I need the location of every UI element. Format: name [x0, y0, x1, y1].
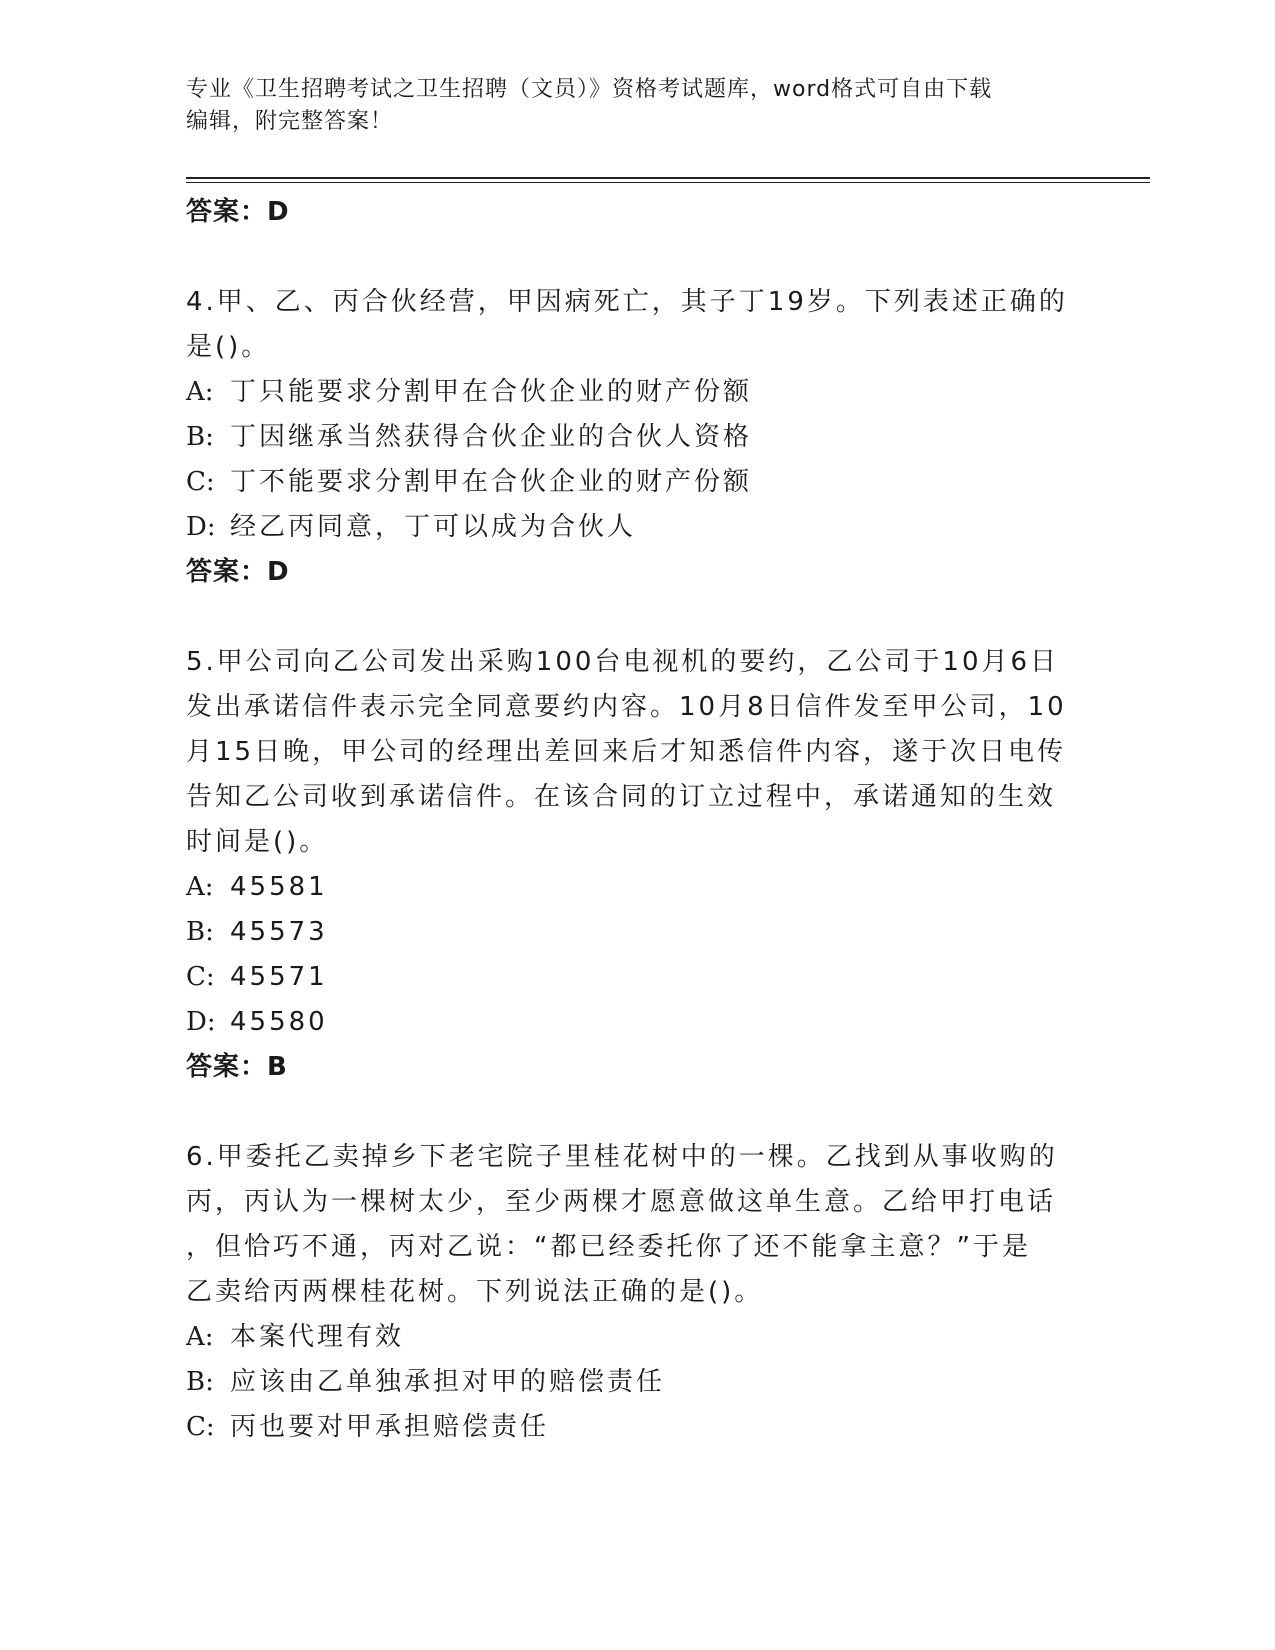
- question-6-stem-line: 乙卖给丙两棵桂花树。下列说法正确的是()。: [186, 1277, 764, 1307]
- option-letter: B:: [186, 1367, 214, 1397]
- option-letter: C:: [186, 467, 215, 497]
- question-6-option-b: [186, 1360, 1086, 1405]
- question-5-answer: 答案：B: [186, 1052, 288, 1082]
- spacer: [186, 235, 1086, 280]
- option-letter: A:: [186, 872, 214, 902]
- option-text: 45581: [230, 872, 328, 902]
- option-text: 45580: [230, 1007, 328, 1037]
- question-5-option-a: [186, 865, 1086, 910]
- option-text: 丁因继承当然获得合伙企业的合伙人资格: [230, 422, 753, 452]
- question-4-option-b: [186, 415, 1086, 460]
- question-4-stem-line: 是()。: [186, 332, 271, 362]
- question-5-stem-line: 告知乙公司收到承诺信件。在该合同的订立过程中，承诺通知的生效: [186, 782, 1057, 812]
- option-letter: B:: [186, 917, 214, 947]
- question-4-option-d: [186, 505, 1086, 550]
- question-5: [186, 640, 1086, 1090]
- option-text: 丁不能要求分割甲在合伙企业的财产份额: [230, 467, 753, 497]
- question-6-option-a: [186, 1315, 1086, 1360]
- option-text: 45571: [230, 962, 328, 992]
- question-5-option-d: [186, 1000, 1086, 1045]
- header-rule-thick: [186, 177, 1150, 179]
- spacer: [186, 595, 1086, 640]
- page-header: [186, 74, 1086, 138]
- question-body: [186, 190, 1086, 1450]
- option-letter: C:: [186, 1412, 215, 1442]
- question-6-stem-line: 丙，丙认为一棵树太少，至少两棵才愿意做这单生意。乙给甲打电话: [186, 1187, 1057, 1217]
- question-6: [186, 1135, 1086, 1450]
- question-5-stem-line: 5.甲公司向乙公司发出采购100台电视机的要约，乙公司于10月6日: [186, 647, 1060, 677]
- question-5-option-c: [186, 955, 1086, 1000]
- question-6-stem-line: 6.甲委托乙卖掉乡下老宅院子里桂花树中的一棵。乙找到从事收购的: [186, 1142, 1058, 1172]
- option-text: 丁只能要求分割甲在合伙企业的财产份额: [230, 377, 753, 407]
- question-4-option-c: [186, 460, 1086, 505]
- question-5-stem-line: 时间是()。: [186, 827, 329, 857]
- option-text: 经乙丙同意，丁可以成为合伙人: [230, 512, 637, 542]
- option-text: 丙也要对甲承担赔偿责任: [230, 1412, 550, 1442]
- question-5-option-b: [186, 910, 1086, 955]
- option-letter: B:: [186, 422, 214, 452]
- question-4-answer: 答案：D: [186, 557, 290, 587]
- question-6-option-c: [186, 1405, 1086, 1450]
- previous-answer: 答案：D: [186, 197, 290, 227]
- option-letter: D:: [186, 512, 216, 542]
- option-text: 本案代理有效: [230, 1322, 405, 1352]
- header-line-1: 专业《卫生招聘考试之卫生招聘（文员）》资格考试题库，word格式可自由下载: [186, 77, 993, 102]
- option-letter: A:: [186, 377, 214, 407]
- question-4: [186, 280, 1086, 595]
- option-text: 45573: [230, 917, 328, 947]
- option-text: 应该由乙单独承担对甲的赔偿责任: [230, 1367, 666, 1397]
- question-4-option-a: [186, 370, 1086, 415]
- question-5-stem-line: 发出承诺信件表示完全同意要约内容。10月8日信件发至甲公司，10: [186, 692, 1067, 722]
- header-line-2: 编辑，附完整答案！: [186, 109, 394, 134]
- option-letter: A:: [186, 1322, 214, 1352]
- option-letter: D:: [186, 1007, 216, 1037]
- option-letter: C:: [186, 962, 215, 992]
- question-4-stem-line: 4.甲、乙、丙合伙经营，甲因病死亡，其子丁19岁。下列表述正确的: [186, 287, 1068, 317]
- spacer: [186, 1090, 1086, 1135]
- question-5-stem-line: 月15日晚，甲公司的经理出差回来后才知悉信件内容，遂于次日电传: [186, 737, 1067, 767]
- header-rule-thin: [186, 182, 1150, 183]
- question-6-stem-line: ，但恰巧不通，丙对乙说：“都已经委托你了还不能拿主意？”于是: [186, 1232, 1031, 1262]
